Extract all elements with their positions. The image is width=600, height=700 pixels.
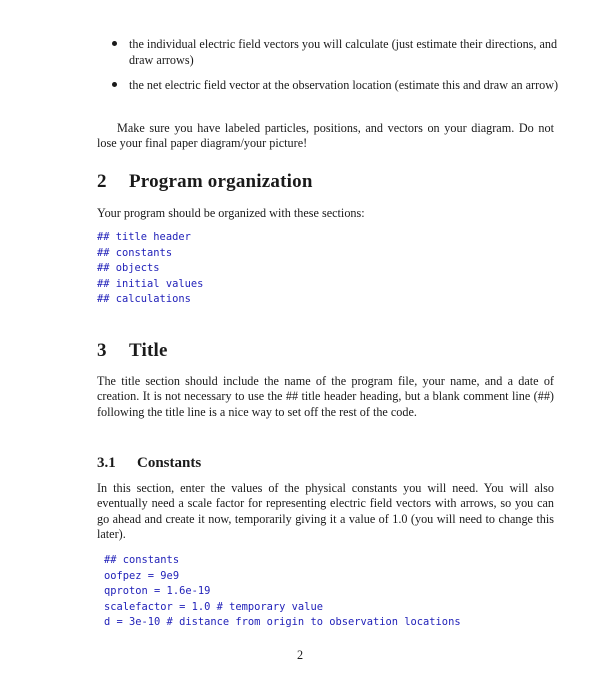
bullet-item xyxy=(112,36,560,68)
code-line: ## constants xyxy=(104,554,180,566)
section-paragraph: The title section should include the name of the program file, your name, and a date of creation. It is not necessary to use the ## title header heading, but a blank comment line (##) following the title line is a nice way to set off the rest of the code. xyxy=(97,374,554,419)
code-block-sections xyxy=(97,230,203,308)
code-line: oofpez = 9e9 xyxy=(104,569,180,582)
code-block-constants xyxy=(104,553,461,631)
page-number: 2 xyxy=(296,648,304,662)
code-line: d = 3e-10 # distance from origin to observation locations xyxy=(104,616,461,628)
intro-paragraph: Make sure you have labeled particles, positions, and vectors on your diagram. Do not lose your final paper diagram/your picture! xyxy=(97,121,554,151)
section-heading-program-organization xyxy=(97,171,313,193)
bullet-item xyxy=(112,77,560,93)
code-line: ## constants xyxy=(97,246,173,259)
section-title: Title xyxy=(129,340,168,361)
bullet-icon xyxy=(112,82,117,87)
section-title: Program organization xyxy=(129,171,313,192)
section-paragraph: In this section, enter the values of the physical constants you will need. You will also eventually need a scale factor for representing electric field vectors with arrows, so you can go ahead and create it now, temporarily giving it a value of 1.0 (you will need to change this later). xyxy=(97,481,554,541)
section-number: 2 xyxy=(97,171,107,192)
subsection-heading-constants xyxy=(97,455,201,472)
section-number: 3 xyxy=(97,340,107,361)
code-line: ## calculations xyxy=(97,293,191,305)
subsection-title: Constants xyxy=(137,455,202,471)
bullet-text: the individual electric field vectors you will calculate (just estimate their directions, and draw arrows) xyxy=(129,37,558,67)
code-line: scalefactor = 1.0 # temporary value xyxy=(104,600,323,613)
bullet-text: the net electric field vector at the observation location (estimate this and draw an arrow) xyxy=(129,78,559,92)
code-line: ## initial values xyxy=(97,277,204,290)
code-line: ## objects xyxy=(97,262,160,274)
bullet-icon xyxy=(112,41,117,46)
section-paragraph: Your program should be organized with these sections: xyxy=(97,206,365,220)
section-heading-title xyxy=(97,340,168,362)
code-line: qproton = 1.6e-19 xyxy=(104,585,211,597)
code-line: ## title header xyxy=(97,231,191,243)
subsection-number: 3.1 xyxy=(97,455,116,471)
